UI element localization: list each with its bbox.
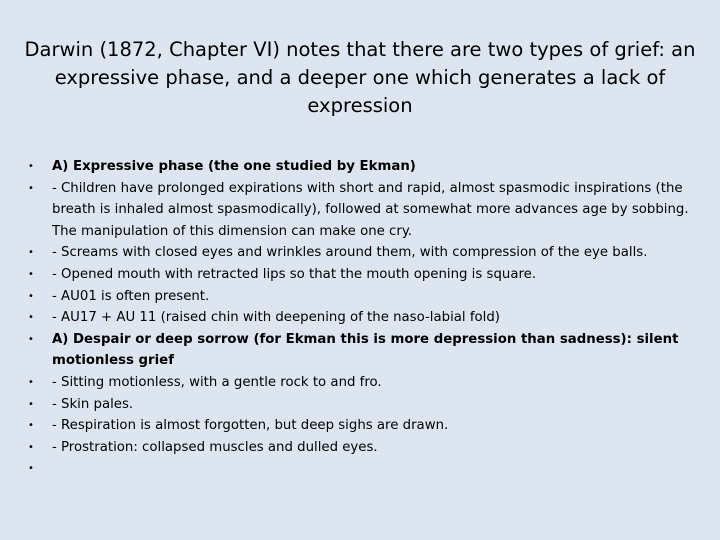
bullet-text: A) Despair or deep sorrow (for Ekman this is more depression than sadness): silent motionless grief xyxy=(52,331,679,369)
bullet-icon: • xyxy=(28,333,34,345)
bullet-item xyxy=(28,372,708,394)
bullet-item xyxy=(28,242,708,264)
bullet-icon: • xyxy=(28,312,34,324)
bullet-icon: • xyxy=(28,463,34,475)
bullet-item xyxy=(28,156,708,178)
bullet-text: - Respiration is almost forgotten, but deep sighs are drawn. xyxy=(52,418,449,434)
bullet-item xyxy=(28,307,708,329)
slide-title: Darwin (1872, Chapter VI) notes that there are two types of grief: an expressive phase, and a deeper one which generates a lack of expression xyxy=(24,38,696,117)
bullet-item xyxy=(28,329,708,372)
bullet-list xyxy=(28,156,708,480)
bullet-text: - Screams with closed eyes and wrinkles around them, with compression of the eye balls. xyxy=(52,245,648,261)
bullet-text: - Skin pales. xyxy=(52,396,134,412)
bullet-icon: • xyxy=(28,290,34,302)
bullet-item xyxy=(28,178,708,243)
bullet-item xyxy=(28,286,708,308)
bullet-text: - Opened mouth with retracted lips so that the mouth opening is square. xyxy=(52,266,537,282)
bullet-item xyxy=(28,437,708,459)
bullet-icon: • xyxy=(28,420,34,432)
bullet-icon: • xyxy=(28,247,34,259)
bullet-item xyxy=(28,394,708,416)
bullet-text: - AU17 + AU 11 (raised chin with deepening of the naso-labial fold) xyxy=(52,310,500,326)
bullet-text: - AU01 is often present. xyxy=(52,288,210,304)
bullet-item xyxy=(28,458,708,480)
bullet-text: - Sitting motionless, with a gentle rock to and fro. xyxy=(52,374,382,390)
bullet-icon: • xyxy=(28,376,34,388)
bullet-item xyxy=(28,264,708,286)
bullet-item xyxy=(28,415,708,437)
bullet-icon: • xyxy=(28,268,34,280)
bullet-icon: • xyxy=(28,441,34,453)
bullet-icon: • xyxy=(28,182,34,194)
bullet-text: - Children have prolonged expirations with short and rapid, almost spasmodic inspirations (the breath is inhaled almost spasmodically), followed at somewhat more advances age by sobbing. The manipulation of this dimension can make one cry. xyxy=(52,180,689,239)
bullet-text: A) Expressive phase (the one studied by Ekman) xyxy=(52,159,416,174)
bullet-text: - Prostration: collapsed muscles and dulled eyes. xyxy=(52,439,378,455)
bullet-icon: • xyxy=(28,398,34,410)
bullet-icon: • xyxy=(28,161,34,172)
